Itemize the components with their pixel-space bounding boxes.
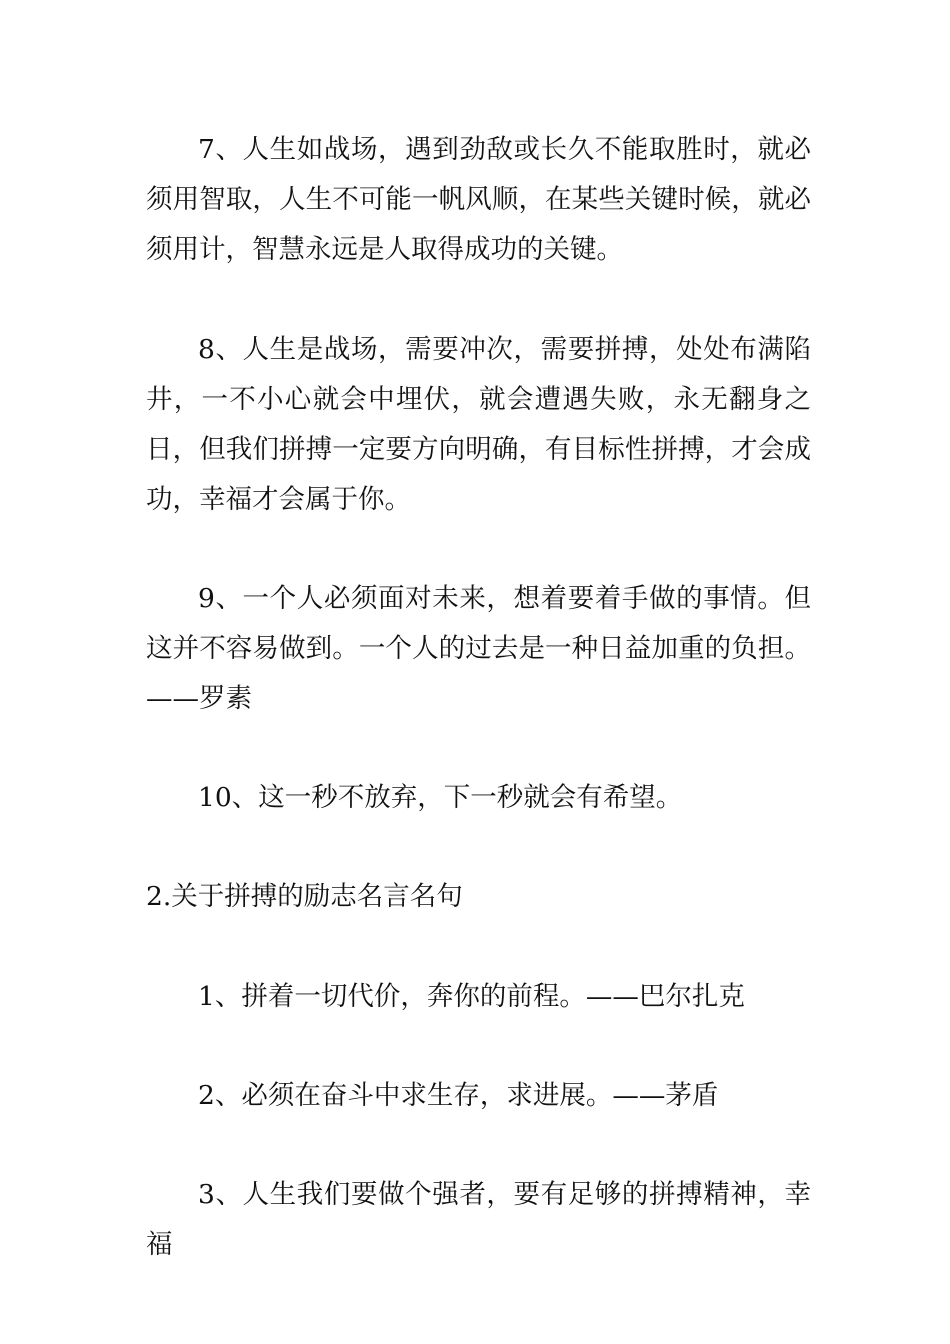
section-quote-2: 2、必须在奋斗中求生存，求进展。——茅盾 [198, 1080, 719, 1111]
paragraph-quote-8: 8、人生是战场，需要冲次，需要拼搏，处处布满陷井，一不小心就会中埋伏，就会遭遇失败，永无翻身之日，但我们拼搏一定要方向明确，有目标性拼搏，才会成功，幸福才会属于你。 [146, 334, 811, 515]
paragraph-quote-10: 10、这一秒不放弃，下一秒就会有希望。 [198, 782, 683, 813]
section-quote-1: 1、拼着一切代价，奔你的前程。——巴尔扎克 [198, 981, 745, 1012]
section-heading: 2.关于拼搏的励志名言名句 [146, 881, 463, 912]
paragraph-quote-9: 9、一个人必须面对未来，想着要着手做的事情。但这并不容易做到。一个人的过去是一种日益加重的负担。——罗素 [146, 583, 811, 714]
section-quote-3: 3、人生我们要做个强者，要有足够的拼搏精神，幸福 [146, 1179, 811, 1260]
paragraph-quote-7: 7、人生如战场，遇到劲敌或长久不能取胜时，就必须用智取，人生不可能一帆风顺，在某些关键时候，就必须用计，智慧永远是人取得成功的关键。 [146, 134, 811, 265]
